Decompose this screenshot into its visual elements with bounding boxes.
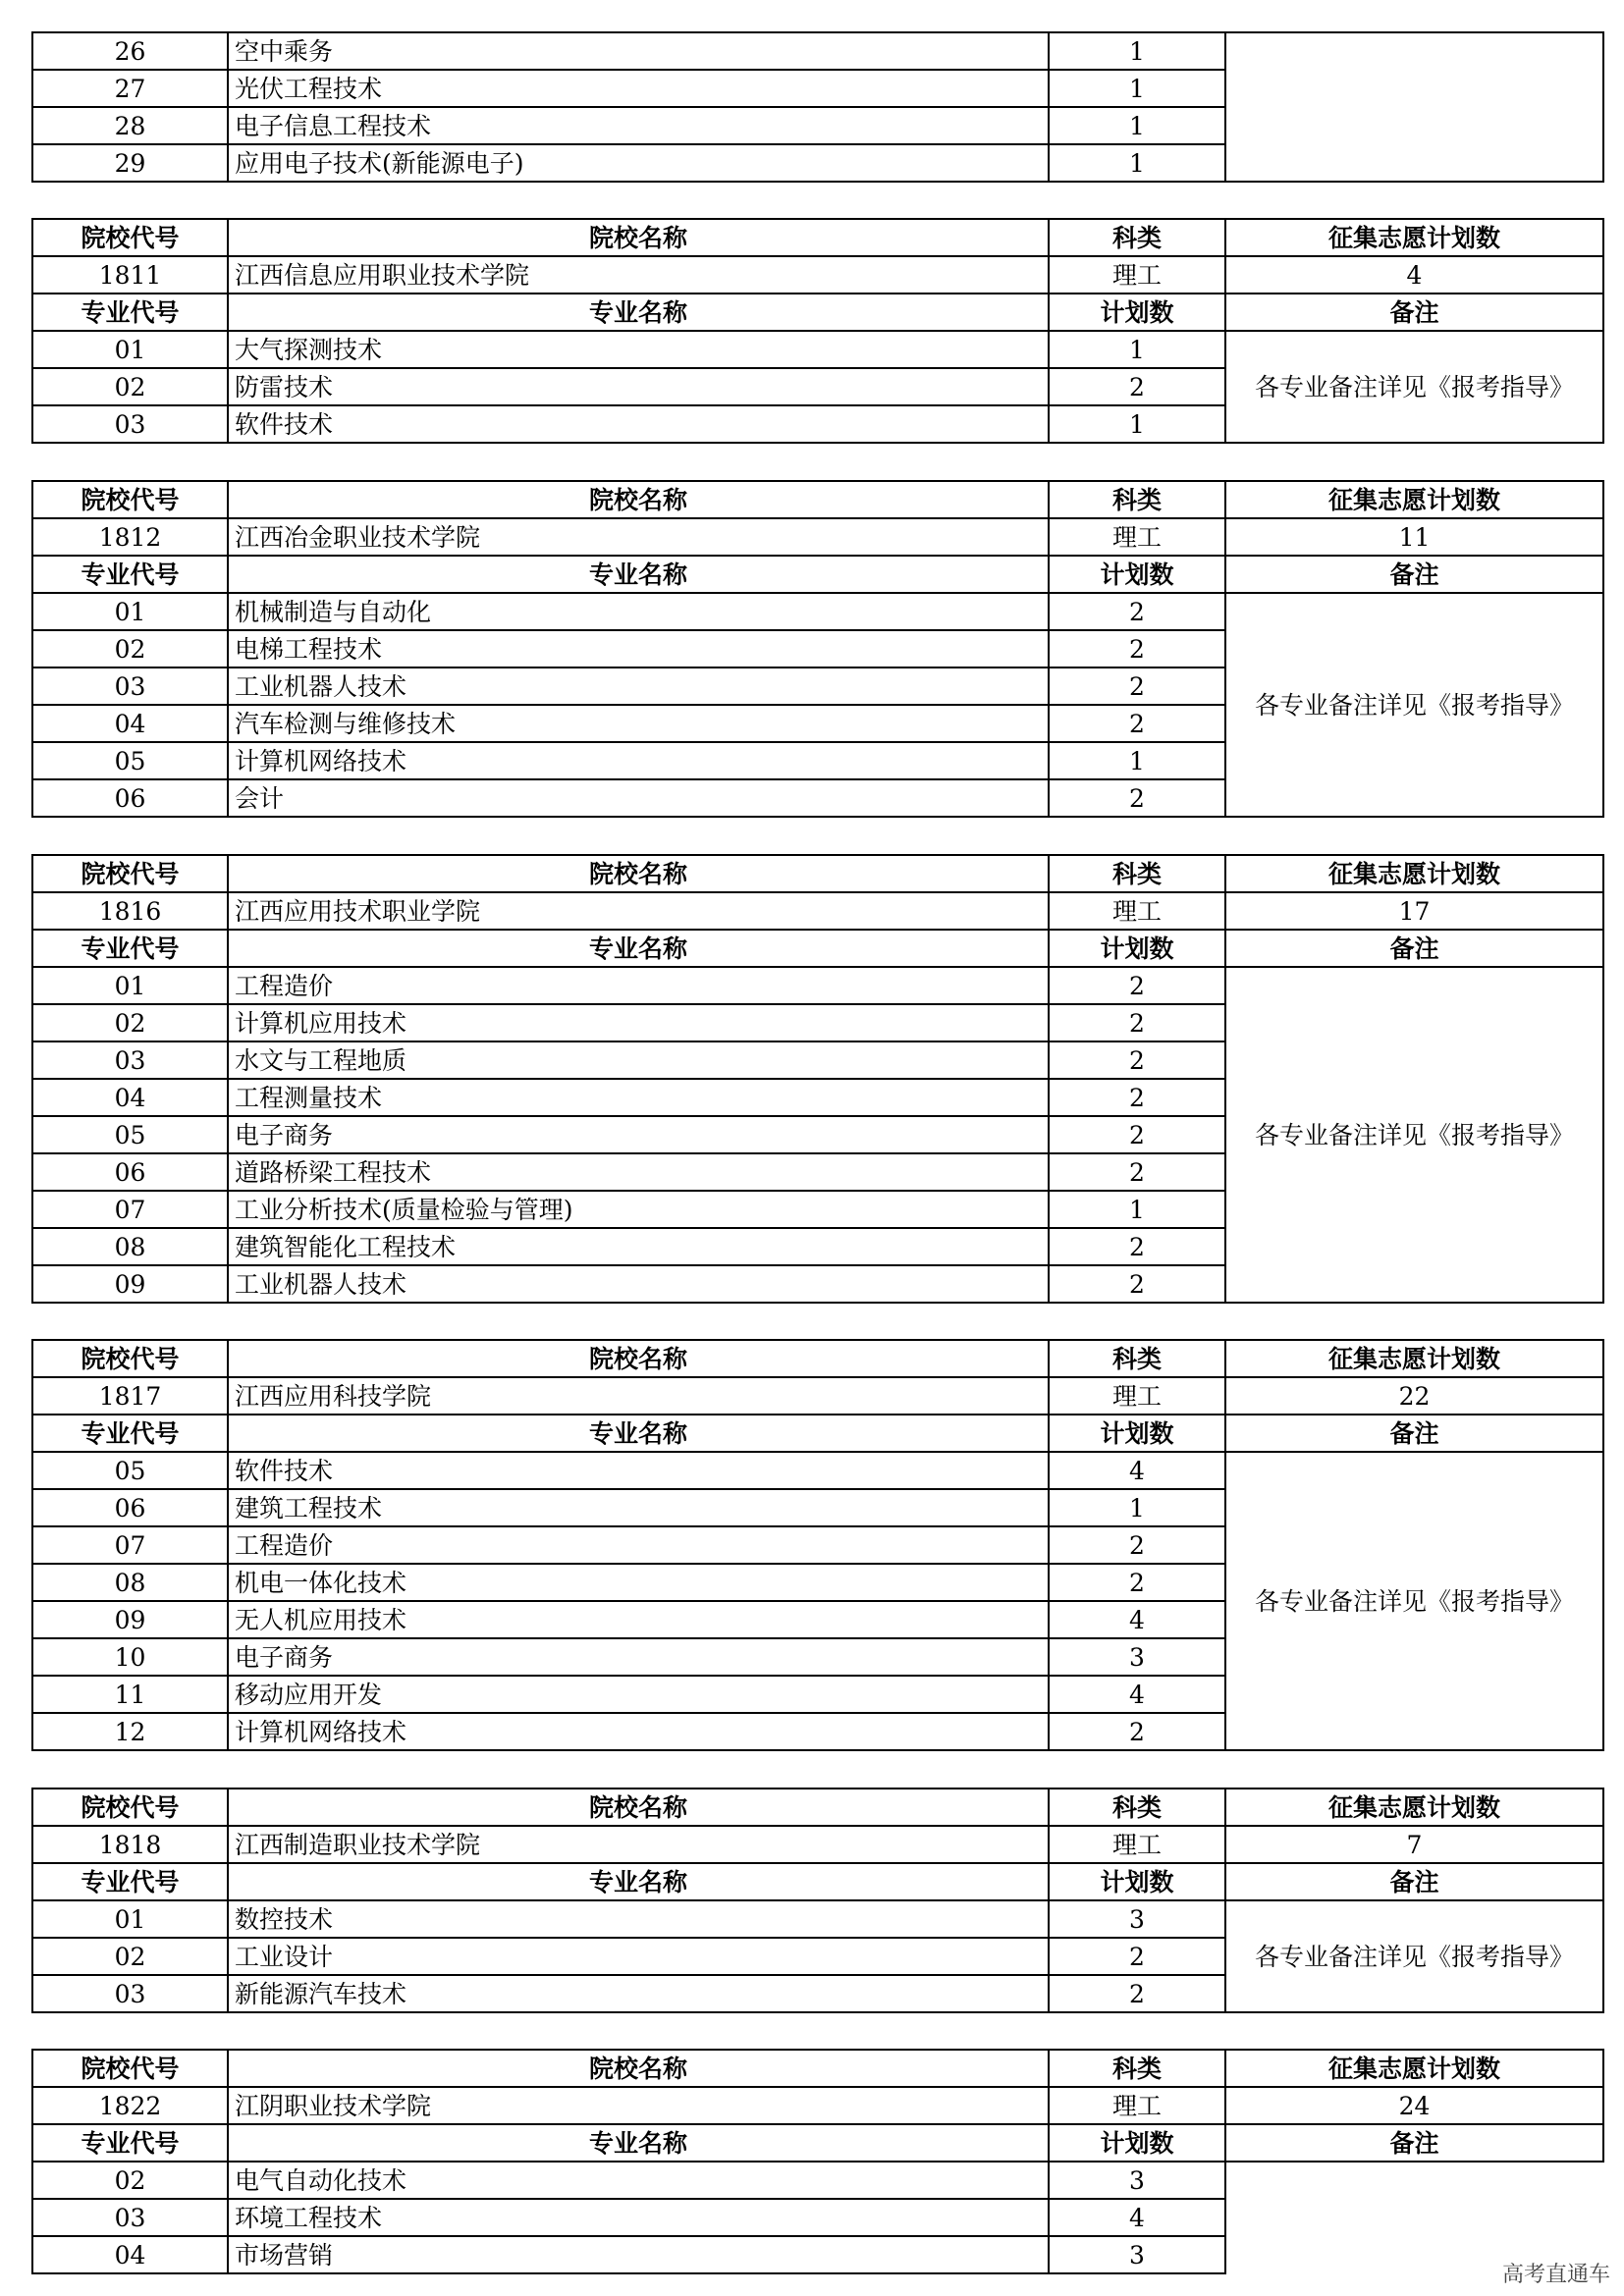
plan-count: 1 (1049, 1489, 1225, 1526)
major-code: 06 (32, 1489, 228, 1526)
school-name: 江西制造职业技术学院 (228, 1826, 1049, 1863)
remark-header: 备注 (1225, 294, 1603, 331)
plan-count: 2 (1049, 1526, 1225, 1564)
major-code: 10 (32, 1638, 228, 1676)
major-name-header: 专业名称 (228, 294, 1049, 331)
remark-note (1225, 2162, 1603, 2273)
major-name: 数控技术 (228, 1900, 1049, 1938)
table-row (32, 1452, 1603, 1489)
major-name: 工程造价 (228, 1526, 1049, 1564)
table-row (32, 967, 1603, 1004)
plan-count: 2 (1049, 1153, 1225, 1191)
major-name: 工程测量技术 (228, 1079, 1049, 1116)
quota-total: 11 (1225, 518, 1603, 556)
major-code: 04 (32, 705, 228, 742)
major-code: 02 (32, 368, 228, 405)
major-code: 07 (32, 1191, 228, 1228)
major-name: 工业分析技术(质量检验与管理) (228, 1191, 1049, 1228)
major-code: 03 (32, 1975, 228, 2012)
major-name: 光伏工程技术 (228, 70, 1049, 107)
plan-count: 2 (1049, 1004, 1225, 1041)
school-category: 理工 (1049, 256, 1225, 294)
school-category: 理工 (1049, 518, 1225, 556)
plan-count: 4 (1049, 2199, 1225, 2236)
major-name: 机械制造与自动化 (228, 593, 1049, 630)
school-info-row (32, 892, 1603, 930)
plan-count: 2 (1049, 1938, 1225, 1975)
plan-count: 4 (1049, 1601, 1225, 1638)
major-code: 04 (32, 1079, 228, 1116)
major-name-header: 专业名称 (228, 1863, 1049, 1900)
major-name: 道路桥梁工程技术 (228, 1153, 1049, 1191)
school-header-row (32, 219, 1603, 256)
plan-count: 2 (1049, 779, 1225, 817)
plan-count: 1 (1049, 742, 1225, 779)
major-code: 09 (32, 1265, 228, 1303)
school-header-row (32, 855, 1603, 892)
major-code: 12 (32, 1713, 228, 1750)
major-header-row (32, 1863, 1603, 1900)
major-code: 11 (32, 1676, 228, 1713)
plan-count: 1 (1049, 331, 1225, 368)
continuation-table (31, 31, 1604, 183)
major-code: 02 (32, 2162, 228, 2199)
school-name-header: 院校名称 (228, 1340, 1049, 1377)
plan-count: 2 (1049, 1041, 1225, 1079)
major-code: 02 (32, 1004, 228, 1041)
major-code: 08 (32, 1228, 228, 1265)
plan-count: 2 (1049, 1116, 1225, 1153)
school-code-header: 院校代号 (32, 1340, 228, 1377)
major-name: 新能源汽车技术 (228, 1975, 1049, 2012)
plan-count: 2 (1049, 368, 1225, 405)
major-name-header: 专业名称 (228, 556, 1049, 593)
plan-count: 2 (1049, 667, 1225, 705)
major-code-header: 专业代号 (32, 930, 228, 967)
quota-total: 7 (1225, 1826, 1603, 1863)
school-section (31, 2049, 1604, 2274)
plan-count-header: 计划数 (1049, 2124, 1225, 2162)
major-code: 09 (32, 1601, 228, 1638)
major-code: 04 (32, 2236, 228, 2273)
major-name-header: 专业名称 (228, 1415, 1049, 1452)
school-section (31, 480, 1604, 818)
school-code: 1816 (32, 892, 228, 930)
school-section (31, 1788, 1604, 2013)
major-code: 06 (32, 1153, 228, 1191)
quota-total: 4 (1225, 256, 1603, 294)
major-code: 02 (32, 1938, 228, 1975)
major-name: 空中乘务 (228, 32, 1049, 70)
school-category: 理工 (1049, 1826, 1225, 1863)
quota-total-header: 征集志愿计划数 (1225, 481, 1603, 518)
major-name: 市场营销 (228, 2236, 1049, 2273)
major-name-header: 专业名称 (228, 930, 1049, 967)
plan-count: 4 (1049, 1452, 1225, 1489)
school-name: 江西应用技术职业学院 (228, 892, 1049, 930)
plan-count: 1 (1049, 144, 1225, 182)
school-name-header: 院校名称 (228, 855, 1049, 892)
plan-count-header: 计划数 (1049, 556, 1225, 593)
major-code: 07 (32, 1526, 228, 1564)
school-code-header: 院校代号 (32, 219, 228, 256)
school-header-row (32, 1340, 1603, 1377)
school-section (31, 854, 1604, 1304)
major-header-row (32, 2124, 1603, 2162)
major-name: 会计 (228, 779, 1049, 817)
major-name-header: 专业名称 (228, 2124, 1049, 2162)
major-code: 03 (32, 405, 228, 443)
major-name: 软件技术 (228, 1452, 1049, 1489)
major-header-row (32, 1415, 1603, 1452)
school-code-header: 院校代号 (32, 481, 228, 518)
major-name: 工程造价 (228, 967, 1049, 1004)
major-code: 05 (32, 1452, 228, 1489)
major-header-row (32, 294, 1603, 331)
major-name: 建筑工程技术 (228, 1489, 1049, 1526)
plan-count: 2 (1049, 630, 1225, 667)
plan-count: 1 (1049, 107, 1225, 144)
school-info-row (32, 1826, 1603, 1863)
table-row (32, 32, 1603, 70)
plan-count: 1 (1049, 1191, 1225, 1228)
plan-count: 1 (1049, 405, 1225, 443)
major-name: 电梯工程技术 (228, 630, 1049, 667)
major-code: 03 (32, 667, 228, 705)
plan-count: 2 (1049, 967, 1225, 1004)
major-name: 应用电子技术(新能源电子) (228, 144, 1049, 182)
major-name: 工业机器人技术 (228, 667, 1049, 705)
quota-total-header: 征集志愿计划数 (1225, 219, 1603, 256)
major-name: 移动应用开发 (228, 1676, 1049, 1713)
table-row (32, 1900, 1603, 1938)
plan-count: 2 (1049, 705, 1225, 742)
plan-count: 1 (1049, 32, 1225, 70)
quota-total-header: 征集志愿计划数 (1225, 855, 1603, 892)
plan-count-header: 计划数 (1049, 930, 1225, 967)
major-code: 03 (32, 1041, 228, 1079)
plan-count: 2 (1049, 1079, 1225, 1116)
major-code: 26 (32, 32, 228, 70)
school-category: 理工 (1049, 892, 1225, 930)
major-name: 计算机应用技术 (228, 1004, 1049, 1041)
major-name: 工业机器人技术 (228, 1265, 1049, 1303)
category-header: 科类 (1049, 219, 1225, 256)
remark-header: 备注 (1225, 1415, 1603, 1452)
school-info-row (32, 2087, 1603, 2124)
remark-header: 备注 (1225, 1863, 1603, 1900)
remark-cell (1225, 32, 1603, 182)
major-code: 27 (32, 70, 228, 107)
major-header-row (32, 930, 1603, 967)
school-category: 理工 (1049, 2087, 1225, 2124)
plan-count: 3 (1049, 1638, 1225, 1676)
school-code: 1822 (32, 2087, 228, 2124)
school-code-header: 院校代号 (32, 855, 228, 892)
major-name: 汽车检测与维修技术 (228, 705, 1049, 742)
category-header: 科类 (1049, 481, 1225, 518)
remark-note: 各专业备注详见《报考指导》 (1225, 1452, 1603, 1750)
school-header-row (32, 2050, 1603, 2087)
plan-count: 3 (1049, 2162, 1225, 2199)
school-info-row (32, 1377, 1603, 1415)
plan-count: 2 (1049, 1228, 1225, 1265)
major-code: 01 (32, 1900, 228, 1938)
plan-count: 2 (1049, 593, 1225, 630)
school-name: 江西信息应用职业技术学院 (228, 256, 1049, 294)
major-code-header: 专业代号 (32, 1863, 228, 1900)
school-name-header: 院校名称 (228, 219, 1049, 256)
remark-note: 各专业备注详见《报考指导》 (1225, 331, 1603, 443)
plan-count: 2 (1049, 1265, 1225, 1303)
plan-count-header: 计划数 (1049, 1863, 1225, 1900)
plan-count: 3 (1049, 1900, 1225, 1938)
quota-total-header: 征集志愿计划数 (1225, 2050, 1603, 2087)
school-name-header: 院校名称 (228, 1789, 1049, 1826)
quota-total: 22 (1225, 1377, 1603, 1415)
remark-note: 各专业备注详见《报考指导》 (1225, 967, 1603, 1303)
school-header-row (32, 481, 1603, 518)
remark-note: 各专业备注详见《报考指导》 (1225, 1900, 1603, 2012)
plan-count: 2 (1049, 1564, 1225, 1601)
school-section (31, 218, 1604, 444)
quota-total: 24 (1225, 2087, 1603, 2124)
quota-total-header: 征集志愿计划数 (1225, 1789, 1603, 1826)
plan-count: 4 (1049, 1676, 1225, 1713)
major-name: 环境工程技术 (228, 2199, 1049, 2236)
major-name: 电子商务 (228, 1638, 1049, 1676)
school-info-row (32, 256, 1603, 294)
school-code: 1818 (32, 1826, 228, 1863)
major-name: 建筑智能化工程技术 (228, 1228, 1049, 1265)
major-code: 29 (32, 144, 228, 182)
major-code: 28 (32, 107, 228, 144)
school-name: 江西冶金职业技术学院 (228, 518, 1049, 556)
major-name: 计算机网络技术 (228, 742, 1049, 779)
major-name: 大气探测技术 (228, 331, 1049, 368)
major-code-header: 专业代号 (32, 2124, 228, 2162)
school-name: 江西应用科技学院 (228, 1377, 1049, 1415)
school-info-row (32, 518, 1603, 556)
major-name: 无人机应用技术 (228, 1601, 1049, 1638)
major-code: 01 (32, 331, 228, 368)
category-header: 科类 (1049, 1340, 1225, 1377)
school-name-header: 院校名称 (228, 2050, 1049, 2087)
major-code: 03 (32, 2199, 228, 2236)
plan-count: 1 (1049, 70, 1225, 107)
major-name: 电子信息工程技术 (228, 107, 1049, 144)
school-code-header: 院校代号 (32, 1789, 228, 1826)
major-code: 05 (32, 1116, 228, 1153)
remark-header: 备注 (1225, 2124, 1603, 2162)
school-code: 1812 (32, 518, 228, 556)
remark-note: 各专业备注详见《报考指导》 (1225, 593, 1603, 817)
school-code: 1811 (32, 256, 228, 294)
major-code-header: 专业代号 (32, 556, 228, 593)
remark-header: 备注 (1225, 556, 1603, 593)
major-code: 01 (32, 593, 228, 630)
school-header-row (32, 1789, 1603, 1826)
school-section (31, 1339, 1604, 1751)
major-name: 计算机网络技术 (228, 1713, 1049, 1750)
major-name: 软件技术 (228, 405, 1049, 443)
table-row (32, 2162, 1603, 2199)
major-name: 水文与工程地质 (228, 1041, 1049, 1079)
plan-count: 2 (1049, 1975, 1225, 2012)
major-code: 08 (32, 1564, 228, 1601)
category-header: 科类 (1049, 855, 1225, 892)
major-name: 电子商务 (228, 1116, 1049, 1153)
major-code-header: 专业代号 (32, 294, 228, 331)
remark-header: 备注 (1225, 930, 1603, 967)
school-name: 江阴职业技术学院 (228, 2087, 1049, 2124)
major-code-header: 专业代号 (32, 1415, 228, 1452)
plan-count-header: 计划数 (1049, 294, 1225, 331)
plan-count-header: 计划数 (1049, 1415, 1225, 1452)
major-name: 机电一体化技术 (228, 1564, 1049, 1601)
plan-count: 2 (1049, 1713, 1225, 1750)
major-code: 06 (32, 779, 228, 817)
school-code: 1817 (32, 1377, 228, 1415)
school-name-header: 院校名称 (228, 481, 1049, 518)
major-code: 05 (32, 742, 228, 779)
school-code-header: 院校代号 (32, 2050, 228, 2087)
major-name: 电气自动化技术 (228, 2162, 1049, 2199)
major-name: 工业设计 (228, 1938, 1049, 1975)
major-code: 01 (32, 967, 228, 1004)
quota-total: 17 (1225, 892, 1603, 930)
plan-count: 3 (1049, 2236, 1225, 2273)
category-header: 科类 (1049, 1789, 1225, 1826)
table-row (32, 593, 1603, 630)
major-code: 02 (32, 630, 228, 667)
quota-total-header: 征集志愿计划数 (1225, 1340, 1603, 1377)
major-name: 防雷技术 (228, 368, 1049, 405)
school-category: 理工 (1049, 1377, 1225, 1415)
table-row (32, 331, 1603, 368)
major-header-row (32, 556, 1603, 593)
watermark: 高考直通车 (1501, 2263, 1610, 2287)
category-header: 科类 (1049, 2050, 1225, 2087)
